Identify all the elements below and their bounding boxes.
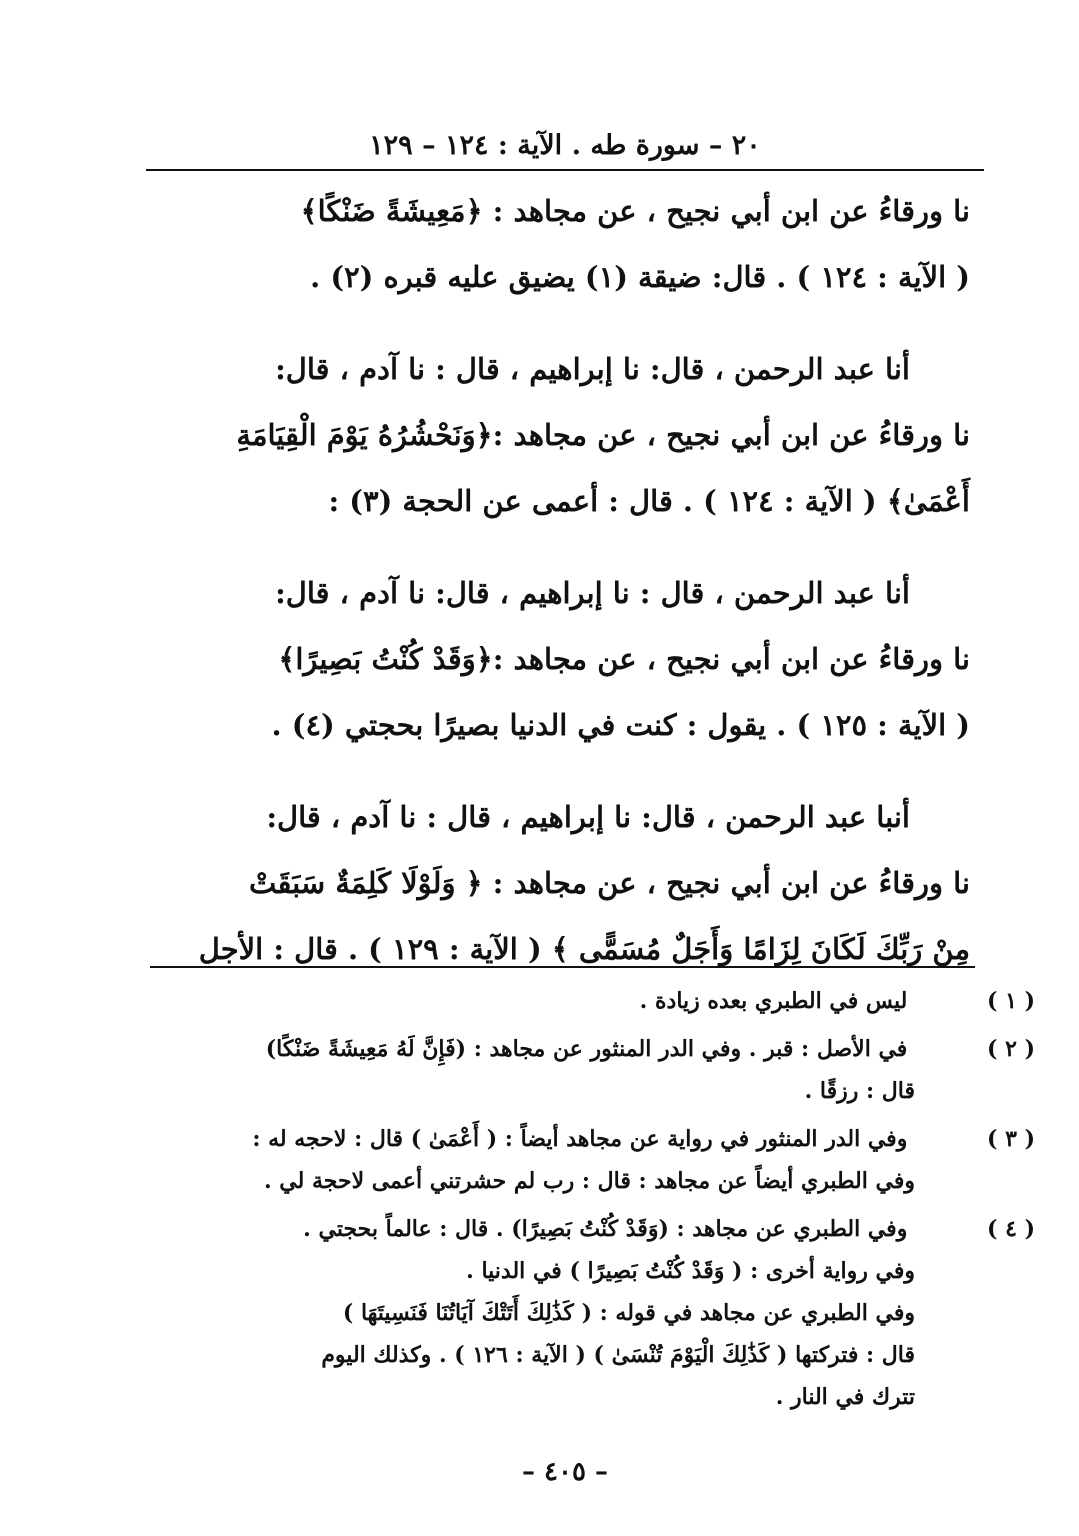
footnote-text: تترك في النار . [775, 1384, 915, 1410]
body-line: نا ورقاءُ عن ابن أبي نجيح ، عن مجاهد :﴿وَنَحْشُرُهُ يَوْمَ الْقِيَامَةِ [236, 418, 970, 452]
footnote-text: قال : رزقًا . [804, 1078, 915, 1104]
footnote-text: قال : فتركتها ( كَذَٰلِكَ الْيَوْمَ تُنْسَىٰ ) ( الآية : ١٢٦ ) . وكذلك اليوم [321, 1342, 915, 1368]
header-rule [146, 169, 984, 171]
footnote-4 [150, 1208, 1035, 1418]
body-line: أنا عبد الرحمن ، قال: نا إبراهيم ، قال : نا آدم ، قال: [275, 352, 910, 386]
footnote-text: وفي الطبري عن مجاهد : (وَقَدْ كُنْتُ بَصِيرًا) . قال : عالماً بحجتي . [303, 1216, 908, 1242]
footnote-number: ( ١ ) [987, 988, 1035, 1014]
footnotes [150, 980, 1035, 1424]
footnote-text: وفي الدر المنثور في رواية عن مجاهد أيضاً : ( أَعْمَىٰ ) قال : لاحجه له : [252, 1126, 908, 1152]
footnote-text: وفي رواية أخرى : ( وَقَدْ كُنْتُ بَصِيرًا ) في الدنيا . [466, 1258, 915, 1284]
footnote-2 [150, 1028, 1035, 1112]
body-line: نا ورقاءُ عن ابن أبي نجيح ، عن مجاهد : ﴿مَعِيشَةً ضَنْكًا﴾ [300, 194, 970, 228]
body-line: ( الآية : ١٢٤ ) . قال: ضيقة (١) يضيق عليه قبره (٢) . [310, 260, 970, 294]
body-line: أَعْمَىٰ﴾ ( الآية : ١٢٤ ) . قال : أعمى عن الحجة (٣) : [328, 484, 970, 518]
footnote-number: ( ٤ ) [987, 1216, 1035, 1242]
body-line: ( الآية : ١٢٥ ) . يقول : كنت في الدنيا بصيرًا بحجتي (٤) . [271, 708, 970, 742]
footnote-text: في الأصل : قبر . وفي الدر المنثور عن مجاهد : (فَإِنَّ لَهُ مَعِيشَةً ضَنْكًا) [265, 1036, 908, 1062]
body-line: نا ورقاءُ عن ابن أبي نجيح ، عن مجاهد :﴿وَقَدْ كُنْتُ بَصِيرًا﴾ [278, 642, 970, 676]
footnote-text: ليس في الطبري بعده زيادة . [639, 988, 908, 1014]
body-line: أنبا عبد الرحمن ، قال: نا إبراهيم ، قال : نا آدم ، قال: [266, 800, 910, 834]
footnote-rule [150, 966, 975, 968]
running-header: ٢٠ – سورة طه . الآية : ١٢٤ – ١٢٩ [369, 130, 761, 161]
body-line: أنا عبد الرحمن ، قال : نا إبراهيم ، قال: نا آدم ، قال: [275, 576, 910, 610]
footnote-number: ( ٣ ) [987, 1126, 1035, 1152]
footnote-text: وفي الطبري أيضاً عن مجاهد : قال : رب لم حشرتني أعمى لاحجة لي . [263, 1168, 915, 1194]
footnote-1 [150, 980, 1035, 1022]
footnote-text: وفي الطبري عن مجاهد في قوله : ( كَذَٰلِكَ أَتَتْكَ آيَاتُنَا فَنَسِيتَهَا ) [342, 1300, 915, 1326]
footnote-3 [150, 1118, 1035, 1202]
body-line: مِنْ رَبِّكَ لَكَانَ لِزَامًا وَأَجَلٌ مُسَمًّى ﴾ ( الآية : ١٢٩ ) . قال : الأجل [198, 932, 970, 966]
page-number: – ٤٠٥ – [521, 1457, 609, 1487]
main-text [150, 178, 970, 982]
footnote-number: ( ٢ ) [987, 1036, 1035, 1062]
body-line: نا ورقاءُ عن ابن أبي نجيح ، عن مجاهد : ﴿ وَلَوْلَا كَلِمَةٌ سَبَقَتْ [249, 866, 970, 900]
